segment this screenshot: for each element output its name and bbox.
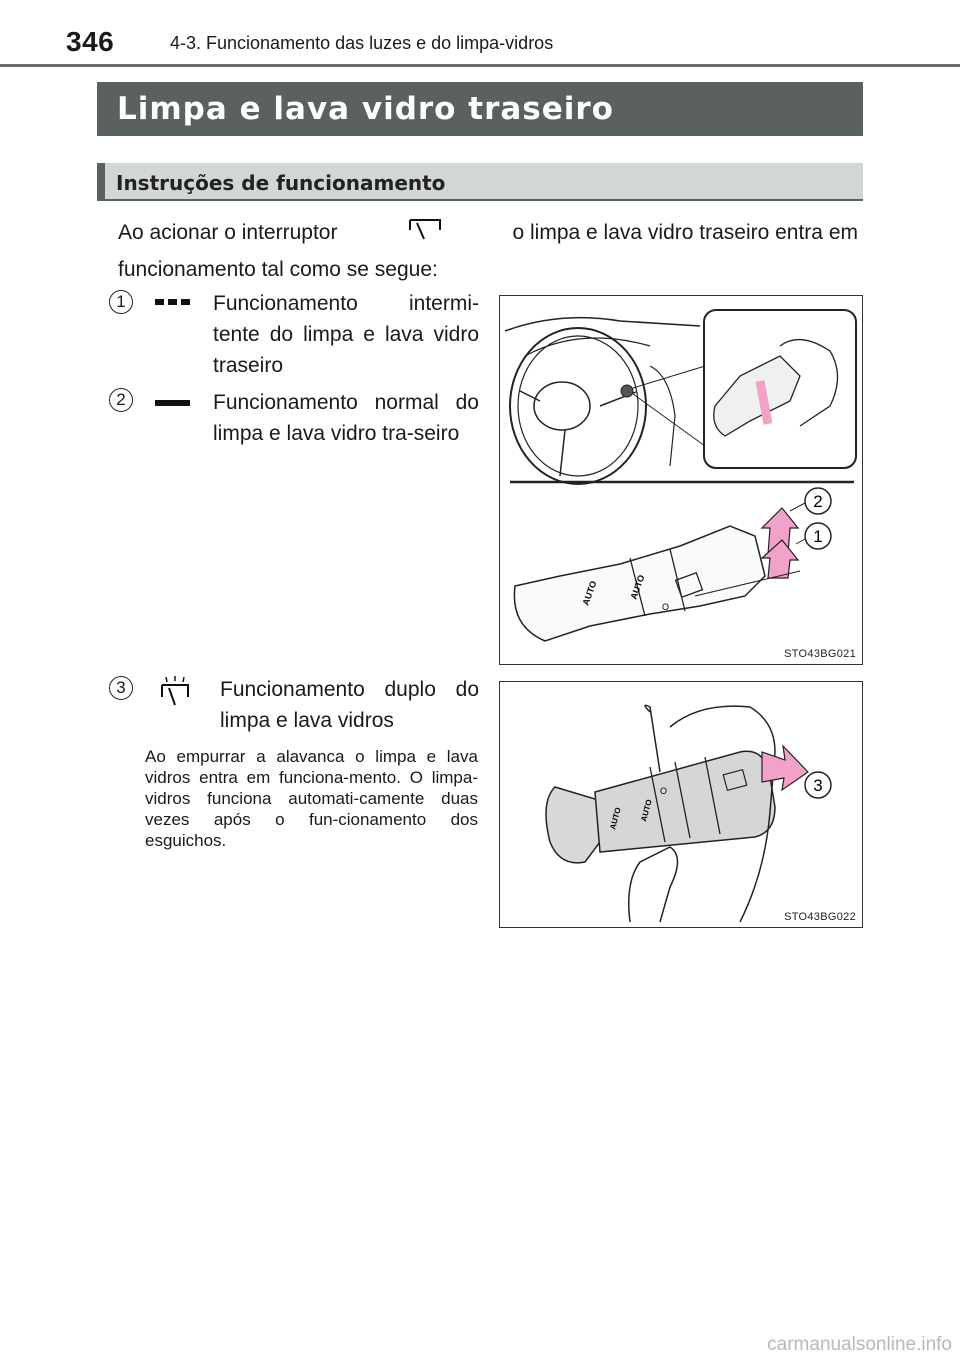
normal-bar-icon [155, 398, 191, 408]
lever2-label-auto-2: AUTO [639, 798, 654, 823]
item-2-text: Funcionamento normal do limpa e lava vidro tra-seiro [213, 391, 479, 445]
header-rule [0, 64, 960, 67]
subsection-accent [97, 163, 105, 199]
item-3-body: Ao empurrar a alavanca o limpa e lava vidros entra em funciona-mento. O limpa-vidros funciona automati-camente duas vezes após o fun-cionamento dos esguichos. [145, 747, 478, 850]
item-3-number: 3 [109, 676, 133, 700]
main-title: Limpa e lava vidro traseiro [117, 91, 614, 127]
figure-2-code: STO43BG022 [784, 911, 856, 923]
intro-text-line2: funcionamento tal como se segue: [118, 258, 438, 281]
item-2-number: 2 [109, 388, 133, 412]
intro-text-before: Ao acionar o interruptor [118, 221, 338, 244]
intro-text-after: o limpa e lava vidro traseiro entra em [512, 221, 858, 244]
lever2-label-o: O [660, 786, 668, 796]
subsection-title: Instruções de funcionamento [116, 171, 446, 195]
lever-label-auto-1: AUTO [580, 579, 599, 607]
figure-1-code: STO43BG021 [784, 648, 856, 660]
lever-push-illustration [500, 682, 863, 928]
running-header: 4-3. Funcionamento das luzes e do limpa-vidros [170, 33, 554, 53]
main-title-bar [97, 82, 863, 136]
watermark: carmanualsonline.info [767, 1334, 952, 1355]
figure-lever-push [499, 681, 863, 928]
steering-wheel-illustration [500, 296, 863, 665]
callout-3: 3 [813, 776, 823, 795]
rear-wiper-switch-icon [407, 214, 443, 242]
lever2-label-auto-1: AUTO [608, 806, 623, 831]
page-number: 346 [66, 26, 115, 57]
subsection-title-bar [97, 163, 863, 201]
lever-label-o: O [662, 602, 670, 612]
lever-label-auto-2: AUTO [628, 573, 647, 601]
callout-1: 1 [813, 527, 823, 546]
figure-lever-steering [499, 295, 863, 665]
intermittent-dashes-icon [155, 297, 191, 307]
intro-paragraph [118, 214, 858, 288]
callout-2: 2 [813, 492, 823, 511]
item-1-text: Funcionamento intermi-tente do limpa e lava vidro traseiro [213, 292, 479, 377]
item-1-number: 1 [109, 290, 133, 314]
washer-spray-icon [160, 675, 190, 707]
item-3-text: Funcionamento duplo do limpa e lava vidros [220, 678, 479, 732]
